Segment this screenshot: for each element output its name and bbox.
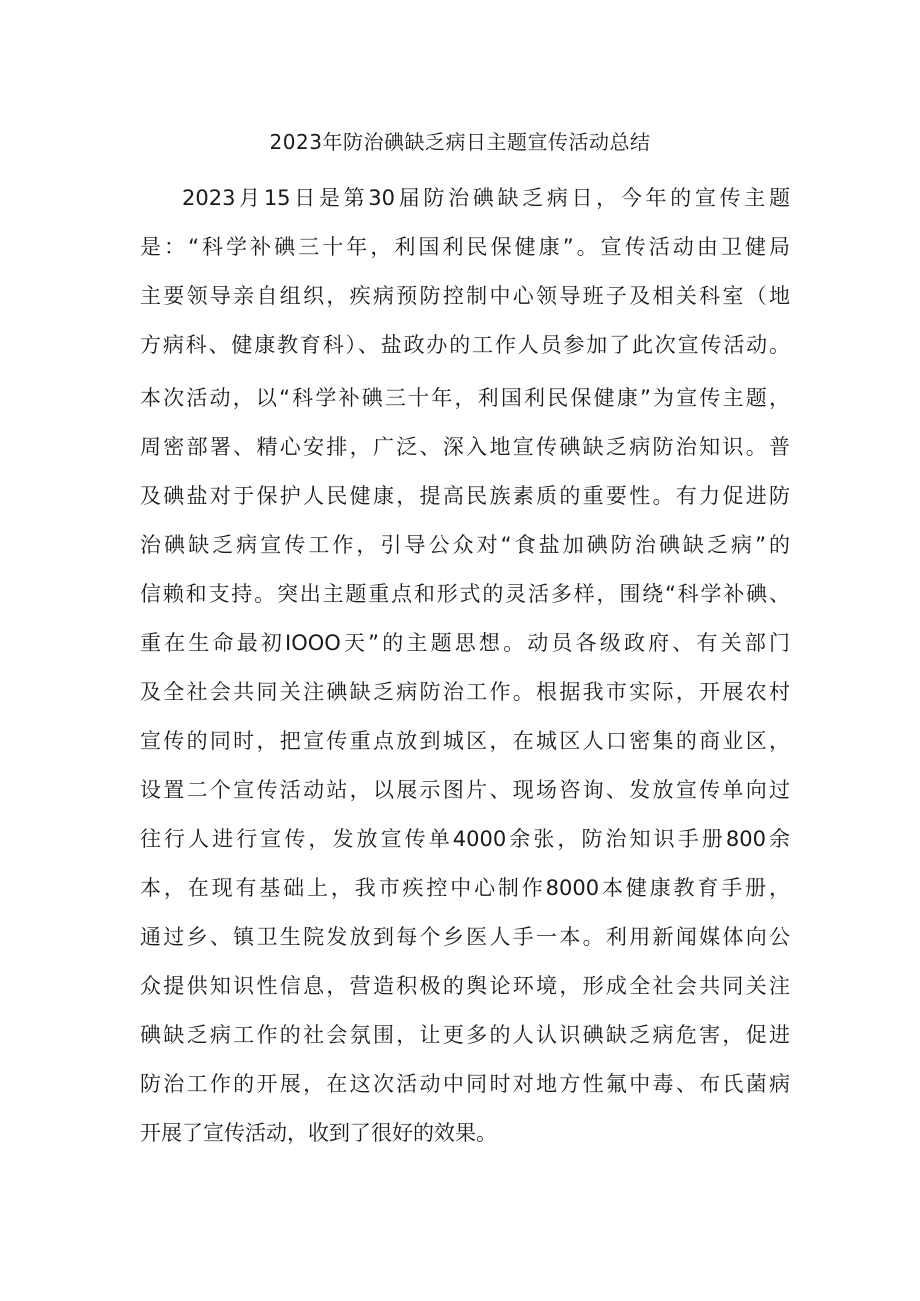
paragraph-line: 是：“科学补碘三十年，利国利民保健康”。宣传活动由卫健局: [140, 235, 790, 259]
paragraph-line: 防治工作的开展，在这次活动中同时对地方性氟中毒、布氏菌病: [140, 1072, 790, 1096]
paragraph-line: 本次活动，以“科学补碘三十年，利国利民保健康”为宣传主题，: [140, 386, 790, 410]
paragraph-line: 主要领导亲自组织，疾病预防控制中心领导班子及相关科室（地: [140, 284, 790, 308]
paragraph-line: 本，在现有基础上，我市疾控中心制作8000本健康教育手册，: [140, 876, 790, 900]
document-title: 2023年防治碘缺乏病日主题宣传活动总结: [269, 130, 651, 154]
paragraph-line: 及碘盐对于保护人民健康，提高民族素质的重要性。有力促进防: [140, 484, 790, 508]
paragraph-line: 众提供知识性信息，营造积极的舆论环境，形成全社会共同关注: [140, 974, 790, 998]
paragraph-line: 周密部署、精心安排，广泛、深入地宣传碘缺乏病防治知识。普: [140, 435, 790, 459]
paragraph-line: 设置二个宣传活动站，以展示图片、现场咨询、发放宣传单向过: [140, 778, 790, 802]
paragraph-line: 2023月15日是第30届防治碘缺乏病日，今年的宣传主题: [182, 186, 790, 210]
paragraph-line: 重在生命最初IOOO天”的主题思想。动员各级政府、有关部门: [140, 631, 790, 655]
paragraph-line: 往行人进行宣传，发放宣传单4000余张，防治知识手册800余: [140, 827, 790, 851]
paragraph-line: 方病科、健康教育科）、盐政办的工作人员参加了此次宣传活动。: [140, 333, 790, 357]
paragraph-line: 开展了宣传活动，收到了很好的效果。: [140, 1121, 497, 1145]
paragraph-line: 治碘缺乏病宣传工作，引导公众对“食盐加碘防治碘缺乏病”的: [140, 533, 790, 557]
paragraph-line: 碘缺乏病工作的社会氛围，让更多的人认识碘缺乏病危害，促进: [140, 1023, 790, 1047]
paragraph-line: 宣传的同时，把宣传重点放到城区，在城区人口密集的商业区，: [140, 729, 790, 753]
paragraph-line: 信赖和支持。突出主题重点和形式的灵活多样，围绕“科学补碘、: [140, 582, 790, 606]
paragraph-line: 及全社会共同关注碘缺乏病防治工作。根据我市实际，开展农村: [140, 680, 790, 704]
paragraph-line: 通过乡、镇卫生院发放到每个乡医人手一本。利用新闻媒体向公: [140, 925, 790, 949]
